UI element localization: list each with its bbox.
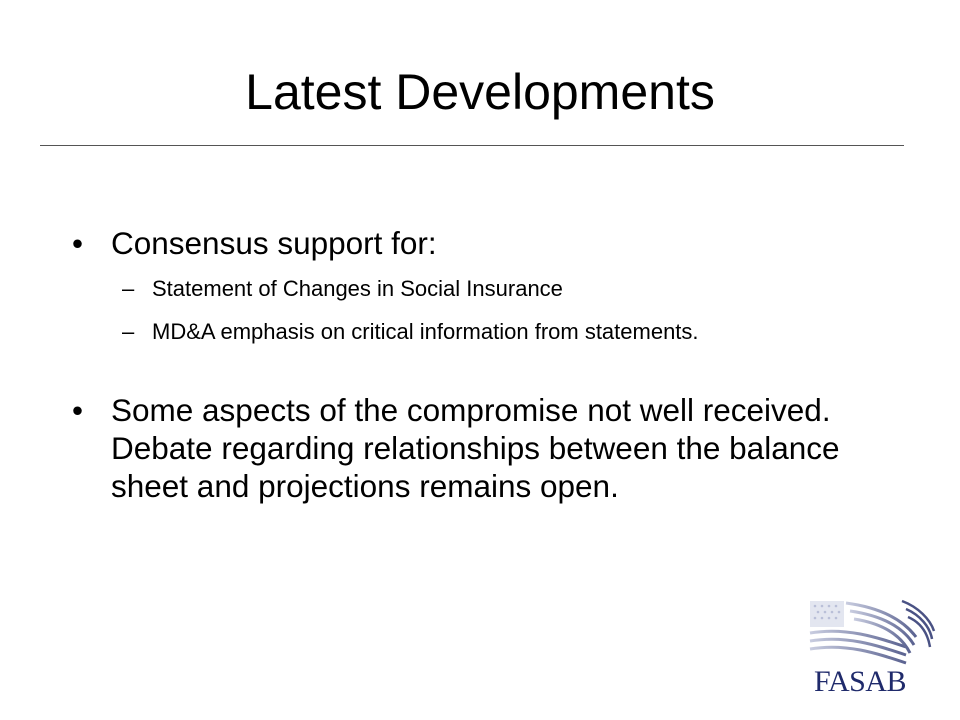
bullet-marker: •	[72, 225, 84, 261]
sub-bullet-marker: –	[122, 319, 135, 344]
sub-bullet-text: Statement of Changes in Social Insurance	[152, 276, 563, 301]
bullet-item	[72, 391, 852, 505]
slide-title: Latest Developments	[245, 64, 715, 120]
bullet-text: Consensus support for:	[111, 225, 437, 261]
bullet-text: Some aspects of the compromise not well received. Debate regarding relationships between the balance sheet and projections remains open.	[111, 392, 840, 504]
title-divider	[40, 145, 904, 146]
sub-bullet-item	[122, 319, 802, 344]
sub-bullet-text: MD&A emphasis on critical information from statements.	[152, 319, 699, 344]
fasab-logo	[806, 597, 936, 697]
bullet-item	[72, 224, 852, 262]
logo-wordmark: FASAB	[814, 665, 906, 698]
flag-stripes-logo-icon	[806, 597, 936, 667]
sub-bullet-marker: –	[122, 276, 135, 301]
bullet-marker: •	[72, 392, 84, 428]
sub-bullet-item	[122, 276, 802, 301]
